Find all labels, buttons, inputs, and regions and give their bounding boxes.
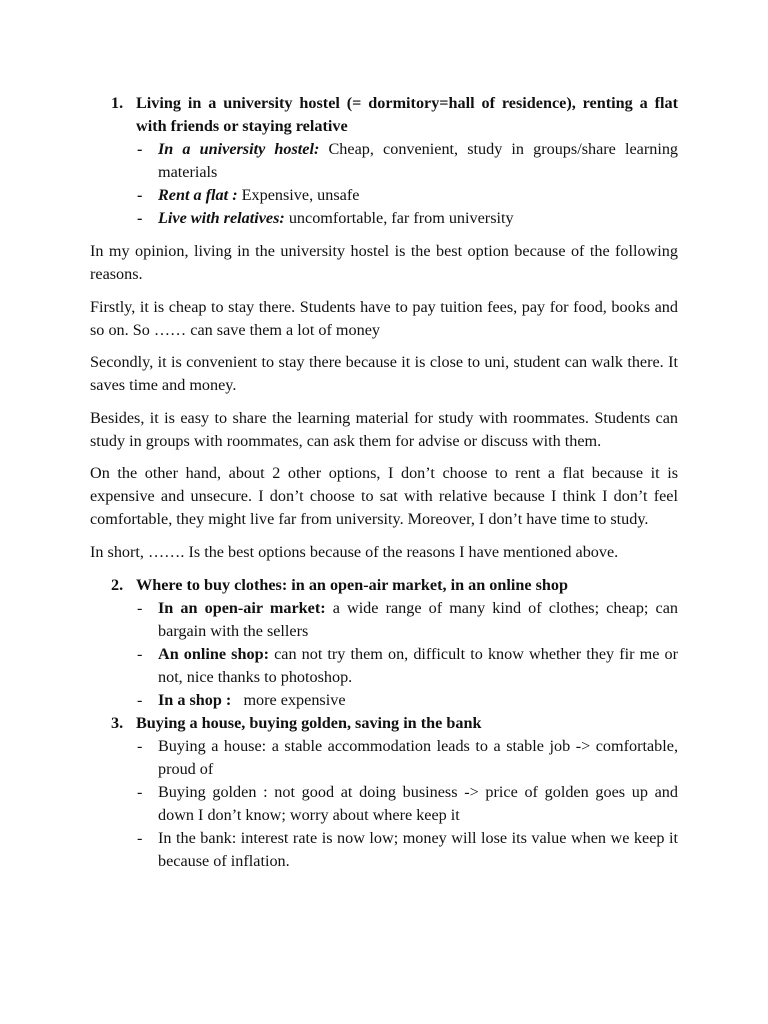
paragraph-secondly: Secondly, it is convenient to stay there because it is close to uni, student can walk there. It saves time and money. (90, 353, 678, 394)
list-item (90, 643, 678, 689)
item-text: Buying a house: a stable accommodation leads to a stable job -> comfortable, proud of (158, 736, 678, 778)
dash-bullet: - (137, 782, 143, 801)
dash-bullet: - (137, 140, 143, 158)
document-page (90, 92, 678, 873)
list-item (90, 597, 678, 643)
section-2-title: Where to buy clothes: in an open-air market, in an online shop (136, 575, 569, 594)
paragraph-opinion: In my opinion, living in the university hostel is the best option because of the following reasons. (90, 242, 678, 283)
list-item (90, 781, 678, 827)
item-lead: Rent a flat : (158, 186, 238, 204)
dash-bullet: - (137, 598, 143, 617)
list-item (90, 689, 678, 712)
section-2-number: 2. (111, 575, 124, 594)
section-3-heading (90, 712, 678, 735)
paragraph-in-short: In short, ……. Is the best options because of the reasons I have mentioned above. (90, 542, 619, 561)
list-item (90, 735, 678, 781)
dash-bullet: - (137, 690, 143, 709)
section-1-number: 1. (111, 94, 124, 112)
item-text: a wide range of many kind of clothes; cheap; can bargain with the sellers (158, 598, 678, 640)
section-1-title: Living in a university hostel (= dormitory=hall of residence), renting a flat with friends or staying relative (136, 94, 678, 135)
item-text: Cheap, convenient, study in groups/share learning materials (158, 140, 679, 181)
section-2-list (90, 597, 678, 712)
paragraph-firstly: Firstly, it is cheap to stay there. Students have to pay tuition fees, pay for food, books and so on. So …… can save them a lot of money (90, 297, 678, 339)
item-text: Expensive, unsafe (237, 186, 360, 204)
dash-bullet: - (137, 186, 143, 204)
item-text: uncomfortable, far from university (284, 209, 514, 227)
section-3-number: 3. (111, 713, 124, 732)
item-lead: In an open-air market: (158, 598, 326, 617)
section-3-list (90, 735, 678, 873)
item-text: In the bank: interest rate is now low; money will lose its value when we keep it because of inflation. (158, 828, 678, 870)
section-3-title: Buying a house, buying golden, saving in the bank (136, 713, 482, 732)
paragraph-other-hand: On the other hand, about 2 other options, I don’t choose to rent a flat because it is expensive and unsecure. I don’t choose to sat with relative because I think I don’t feel comfortable, they might live far from university. Moreover, I don’t have time to study. (90, 464, 678, 528)
list-item (90, 207, 678, 230)
item-text: Buying golden : not good at doing business -> price of golden goes up and down I don’t know; worry about where keep it (158, 782, 678, 824)
item-lead: An online shop: (158, 644, 269, 663)
section-2-heading (90, 574, 678, 597)
section-1-list (90, 138, 678, 230)
list-item (90, 138, 678, 184)
item-lead: In a shop : (158, 690, 232, 709)
item-text: can not try them on, difficult to know whether they fir me or not, nice thanks to photoshop. (158, 644, 678, 686)
item-text: more expensive (231, 690, 346, 709)
section-1-heading (90, 92, 678, 138)
dash-bullet: - (137, 736, 143, 755)
list-item (90, 184, 678, 207)
dash-bullet: - (137, 828, 143, 847)
dash-bullet: - (137, 644, 143, 663)
list-item (90, 827, 678, 873)
item-lead: Live with relatives: (158, 209, 285, 227)
item-lead: In a university hostel: (158, 140, 320, 158)
dash-bullet: - (137, 209, 143, 227)
paragraph-besides: Besides, it is easy to share the learning material for study with roommates. Students can study in groups with roommates, can ask them for advise or discuss with them. (90, 408, 678, 450)
